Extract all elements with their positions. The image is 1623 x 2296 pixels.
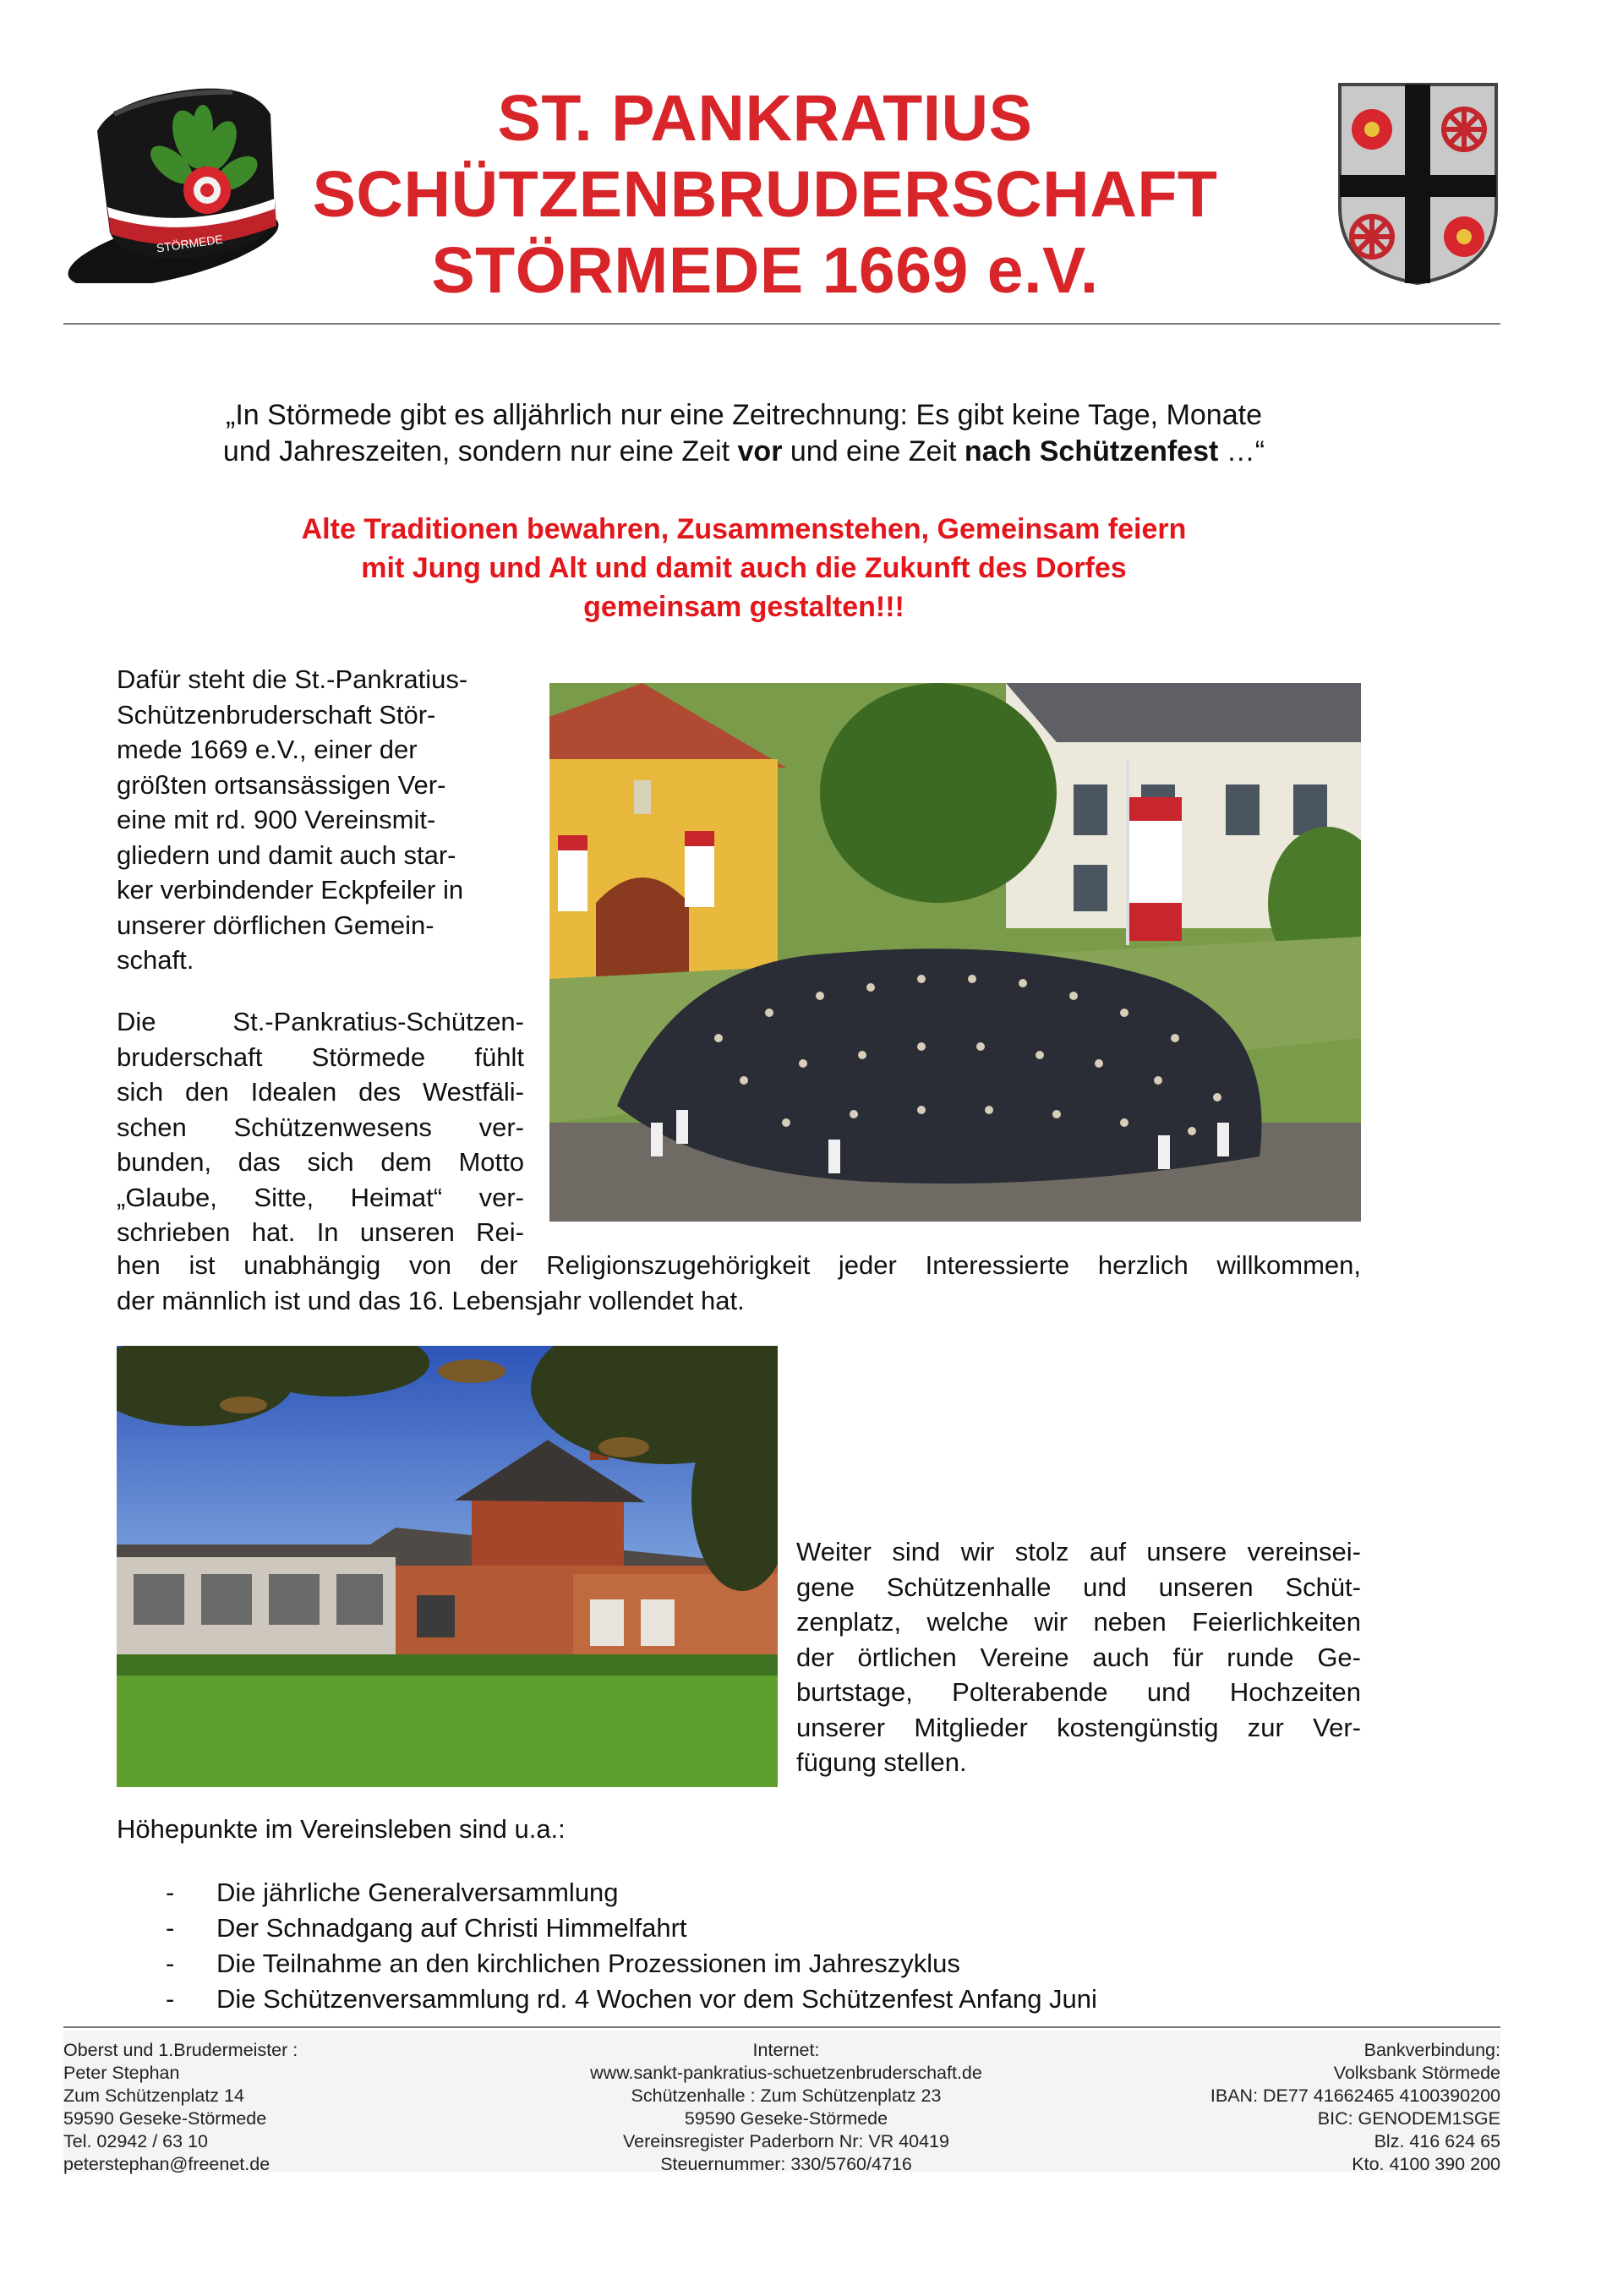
quote-text: und eine Zeit (782, 435, 965, 467)
text-line: Weiter sind wir stolz auf unsere vereinsei- (796, 1537, 1361, 1566)
hat-band-label: STÖRMEDE (155, 232, 224, 255)
text-line: mede 1669 e.V., einer der (117, 735, 418, 764)
text-line: größten ortsansässigen Ver- (117, 769, 446, 800)
footer-email[interactable]: peterstephan@freenet.de (63, 2154, 270, 2174)
wheel-icon (1444, 109, 1484, 150)
footer-line: Vereinsregister Paderborn Nr: VR 40419 (622, 2131, 949, 2151)
footer-line: Volksbank Störmede (1333, 2063, 1500, 2083)
quote-emphasis: nach Schützenfest (964, 435, 1219, 467)
text-line: der männlich ist und das 16. Lebensjahr vollendet hat. (117, 1285, 745, 1315)
list-item (166, 1982, 1349, 2017)
hall-photo (117, 1346, 778, 1787)
list-item (166, 1911, 1349, 1946)
text-line: sich den Idealen des Westfäli- (117, 1077, 524, 1107)
footer-line: Blz. 416 624 65 (1374, 2131, 1500, 2151)
text-line: fügung stellen. (796, 1747, 967, 1777)
title-line: SCHÜTZENBRUDERSCHAFT (312, 158, 1218, 231)
group-photo (549, 683, 1361, 1222)
motto-line: mit Jung und Alt und damit auch die Zukunft des Dorfes (361, 552, 1127, 584)
organization-title (300, 80, 1230, 309)
list-item-text: Die Schützenversammlung rd. 4 Wochen vor dem Schützenfest Anfang Juni (216, 1984, 1097, 2014)
dash-bullet: - (166, 1984, 175, 2014)
text-line: der örtlichen Vereine auch für runde Ge- (796, 1642, 1361, 1672)
footer-line: Steuernummer: 330/5760/4716 (660, 2154, 912, 2174)
text-line: gliedern und damit auch star- (117, 839, 456, 870)
intro-quote (127, 397, 1361, 470)
text-line: eine mit rd. 900 Vereinsmit- (117, 805, 436, 834)
footer-line: Tel. 02942 / 63 10 (63, 2131, 208, 2151)
quote-line: „In Störmede gibt es alljährlich nur eine Zeitrechnung: Es gibt keine Tage, Monate (226, 399, 1262, 431)
dash-bullet: - (166, 1949, 175, 1978)
motto (127, 510, 1361, 626)
highlights-list (166, 1875, 1349, 2017)
text-line: bruderschaft Störmede fühlt (117, 1041, 524, 1072)
list-item (166, 1946, 1349, 1982)
text-line: burtstage, Polterabende und Hochzeiten (796, 1677, 1361, 1707)
footer-line: Zum Schützenplatz 14 (63, 2086, 244, 2106)
rose-icon (1352, 109, 1392, 150)
footer-line: 59590 Geseke-Störmede (684, 2108, 888, 2129)
text-line: Dafür steht die St.-Pankratius- (117, 664, 468, 694)
title-line: STÖRMEDE 1669 e.V. (431, 234, 1099, 307)
top-hat-logo (63, 80, 313, 283)
text-line: unserer dörflichen Gemein- (117, 910, 434, 940)
footer-line: Peter Stephan (63, 2063, 180, 2083)
text-line: ker verbindender Eckpfeiler in (117, 875, 464, 905)
motto-line: gemeinsam gestalten!!! (583, 591, 904, 623)
dash-bullet: - (166, 1913, 175, 1943)
quote-text: …“ (1218, 435, 1265, 467)
footer-line: BIC: GENODEM1SGE (1317, 2108, 1500, 2129)
footer-line: Oberst und 1.Brudermeister : (63, 2040, 298, 2060)
motto-line: Alte Traditionen bewahren, Zusammenstehen, Gemeinsam feiern (301, 513, 1187, 545)
text-line: schen Schützenwesens ver- (117, 1112, 524, 1142)
footer-line: Bankverbindung: (1363, 2040, 1500, 2060)
header-divider (63, 323, 1500, 325)
text-line: gene Schützenhalle und unseren Schüt- (796, 1572, 1361, 1602)
text-line: bunden, das sich dem Motto (117, 1147, 524, 1177)
text-line: unserer Mitglieder kostengünstig zur Ver- (796, 1712, 1361, 1742)
quote-line (127, 434, 1361, 470)
text-line: hen ist unabhängig von der Religionszugehörigkeit jeder Interessierte herzlich willkommen, (117, 1250, 1361, 1280)
quote-emphasis: vor (737, 435, 783, 467)
paragraph-ideals-continued (117, 1248, 1361, 1318)
footer-bank (1078, 2039, 1500, 2176)
title-line: ST. PANKRATIUS (497, 82, 1033, 155)
footer-line: Internet: (752, 2040, 820, 2060)
footer-line: IBAN: DE77 41662465 4100390200 (1210, 2086, 1500, 2106)
footer-contact (63, 2039, 486, 2176)
wheel-icon (1352, 216, 1392, 257)
letterhead-header (63, 80, 1500, 321)
text-line: „Glaube, Sitte, Heimat“ ver- (117, 1182, 524, 1212)
footer-info (499, 2039, 1074, 2176)
quote-text: und Jahreszeiten, sondern nur eine Zeit (222, 435, 738, 467)
footer-line: Kto. 4100 390 200 (1352, 2154, 1500, 2174)
text-line: schrieben hat. In unseren Rei- (117, 1217, 524, 1247)
paragraph-hall (796, 1534, 1361, 1780)
list-item-text: Die Teilnahme an den kirchlichen Prozessionen im Jahreszyklus (216, 1949, 960, 1978)
text-line: Schützenbruderschaft Stör- (117, 699, 436, 730)
text-line: zenplatz, welche wir neben Feierlichkeiten (796, 1607, 1361, 1637)
paragraph-about (117, 662, 524, 978)
text-line: schaft. (117, 945, 194, 975)
list-item (166, 1875, 1349, 1911)
paragraph-ideals (117, 1004, 524, 1250)
footer-line: 59590 Geseke-Störmede (63, 2108, 267, 2129)
highlights-heading: Höhepunkte im Vereinsleben sind u.a.: (117, 1814, 566, 1844)
footer-website-link[interactable]: www.sankt-pankratius-schuetzenbruderschaft.de (590, 2063, 982, 2083)
coat-of-arms (1336, 80, 1500, 287)
text-line: Die St.-Pankratius-Schützen- (117, 1007, 524, 1036)
footer-line: Schützenhalle : Zum Schützenplatz 23 (631, 2086, 942, 2106)
dash-bullet: - (166, 1878, 175, 1907)
list-item-text: Die jährliche Generalversammlung (216, 1878, 619, 1907)
footer-divider (63, 2026, 1500, 2028)
rose-icon (1444, 216, 1484, 257)
list-item-text: Der Schnadgang auf Christi Himmelfahrt (216, 1913, 687, 1943)
